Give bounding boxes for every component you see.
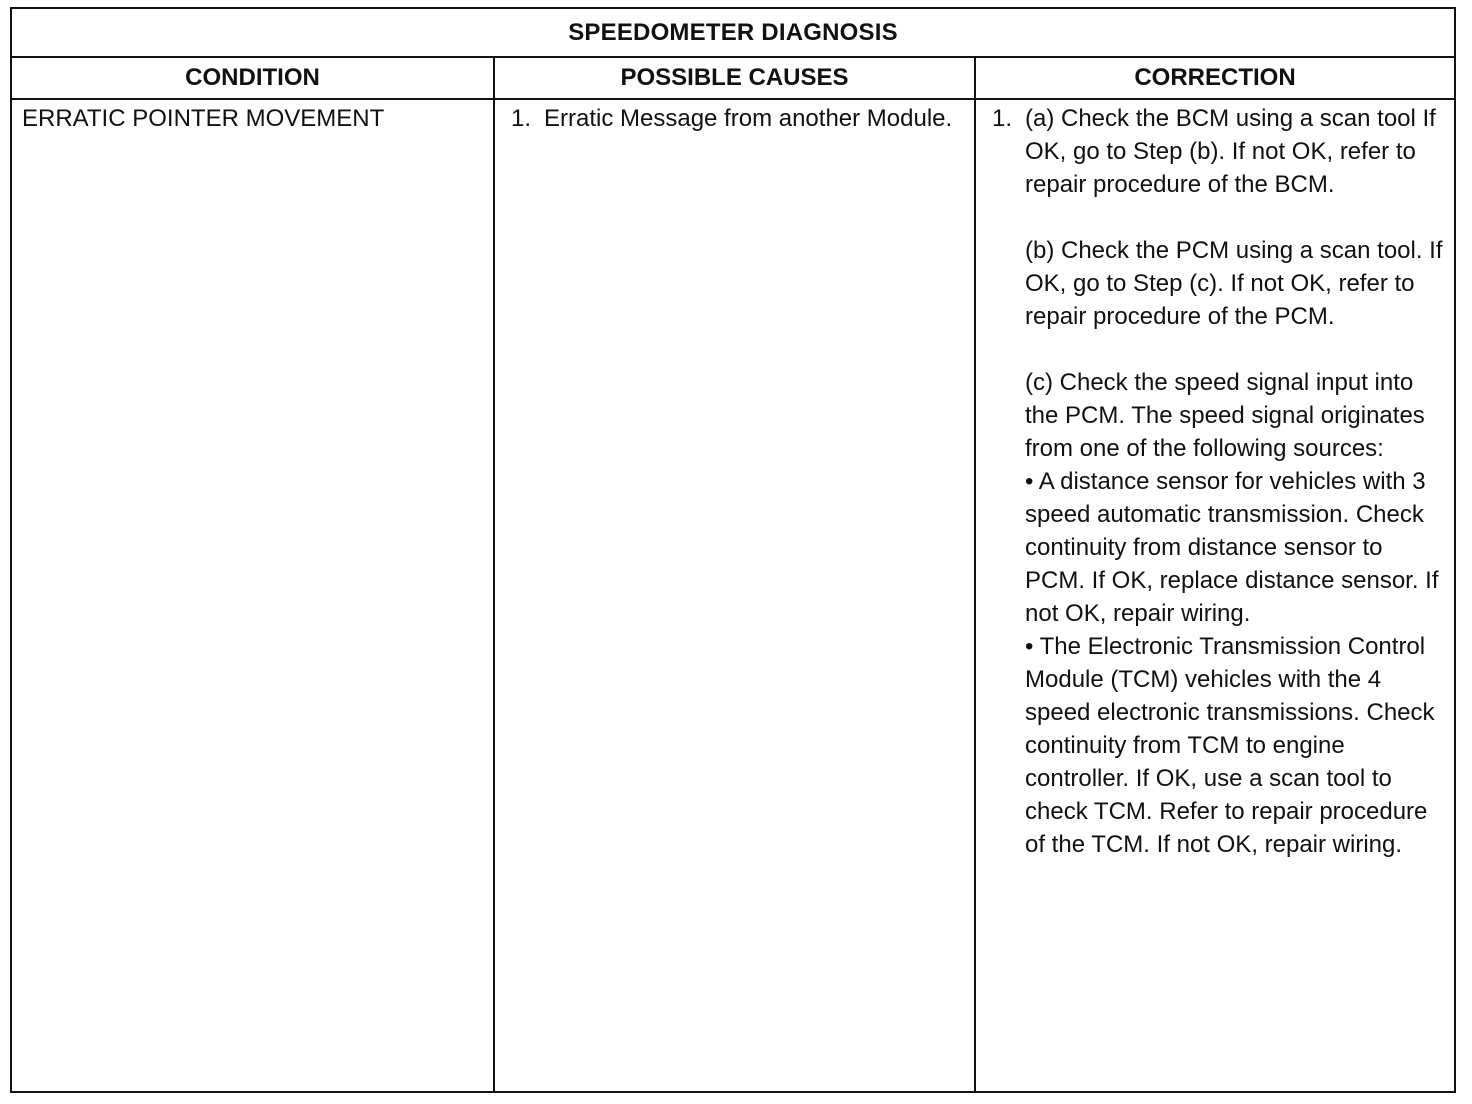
correction-step-a: (a) Check the BCM using a scan tool If OK, go to Step (b). If not OK, refer to repair procedure of the BCM. — [1025, 105, 1436, 198]
header-possible-causes: POSSIBLE CAUSES — [495, 58, 976, 98]
correction-item — [992, 102, 1446, 861]
correction-step-c-bullet-distance-sensor: • A distance sensor for vehicles with 3 speed automatic transmission. Check continuity from distance sensor to PCM. If OK, replace distance sensor. If not OK, repair wiring. — [1025, 468, 1439, 627]
cause-number: 1. — [511, 105, 532, 132]
condition-text: ERRATIC POINTER MOVEMENT — [22, 105, 385, 132]
correction-step-c-bullet-tcm: • The Electronic Transmission Control Module (TCM) vehicles with the 4 speed electronic transmissions. Check continuity from TCM to engine controller. If OK, use a scan tool to check TCM. Refer to repair procedure of the TCM. If not OK, repair wiring. — [1025, 633, 1435, 858]
header-condition: CONDITION — [12, 58, 495, 98]
correction-number: 1. — [992, 105, 1013, 132]
table-header-row — [12, 58, 1454, 100]
cause-item — [511, 102, 974, 135]
header-correction: CORRECTION — [1134, 64, 1296, 91]
condition-cell — [12, 100, 495, 1091]
possible-causes-cell — [495, 100, 976, 1091]
correction-step-c-intro: (c) Check the speed signal input into the PCM. The speed signal originates from one of the following sources: — [1025, 369, 1425, 462]
table-title: SPEEDOMETER DIAGNOSIS — [12, 9, 1454, 58]
correction-cell — [976, 100, 1454, 1091]
correction-steps — [1025, 102, 1446, 861]
table-row — [12, 100, 1454, 1091]
speedometer-diagnosis-table — [10, 7, 1456, 1093]
cause-text: Erratic Message from another Module. — [544, 105, 953, 132]
correction-step-b: (b) Check the PCM using a scan tool. If OK, go to Step (c). If not OK, refer to repair procedure of the PCM. — [1025, 237, 1443, 330]
